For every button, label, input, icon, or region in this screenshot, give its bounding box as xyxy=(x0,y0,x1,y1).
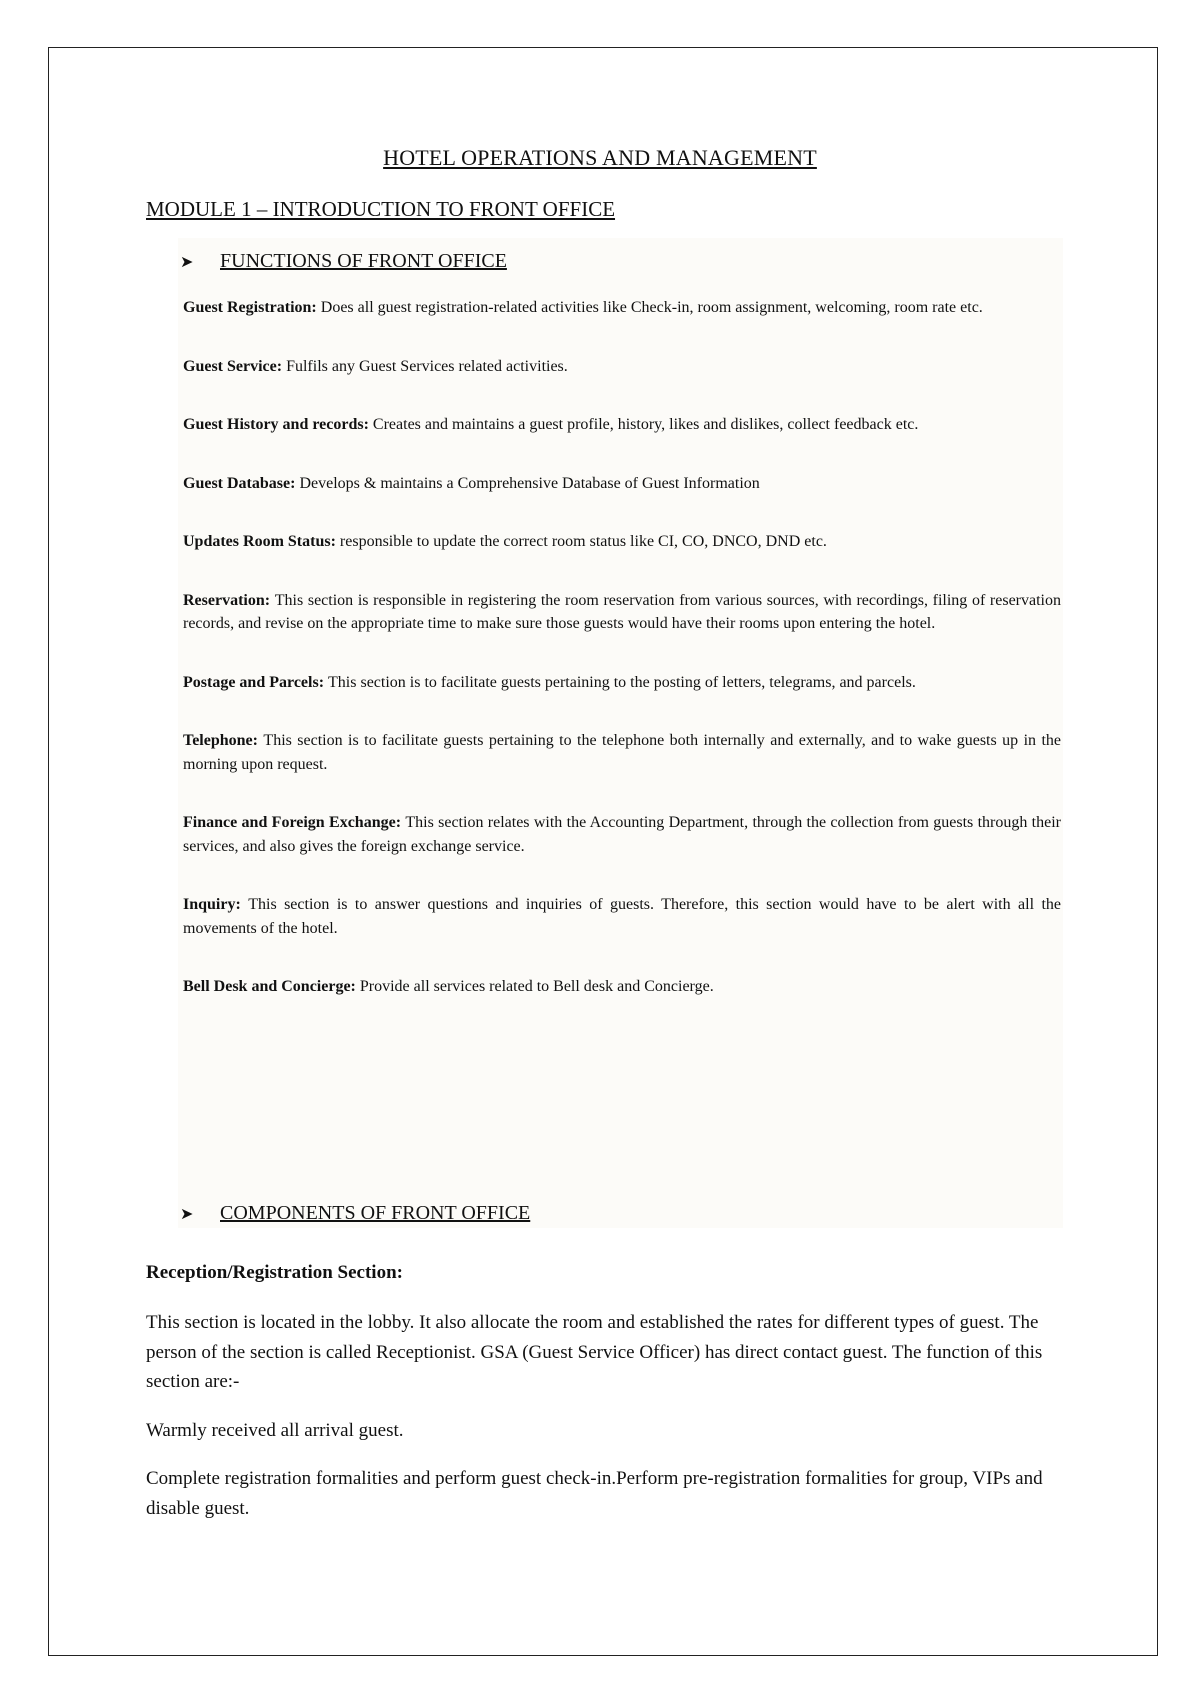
function-description: This section is to answer questions and inquiries of guests. Therefore, this section would have to be alert with all the movements of the hotel. xyxy=(183,896,1061,937)
function-item xyxy=(183,811,1061,858)
function-item xyxy=(183,893,1061,940)
functions-heading xyxy=(180,250,507,273)
functions-heading-text: FUNCTIONS OF FRONT OFFICE xyxy=(220,250,507,272)
function-term: Telephone: xyxy=(183,732,258,749)
function-term: Guest Registration: xyxy=(183,299,317,316)
function-term: Reservation: xyxy=(183,591,271,609)
function-description: This section is to facilitate guests pertaining to the posting of letters, telegrams, and parcels. xyxy=(328,673,916,691)
function-item xyxy=(183,729,1061,776)
function-description: responsible to update the correct room status like CI, CO, DNCO, DND etc. xyxy=(339,533,827,550)
function-term: Guest Service: xyxy=(183,357,283,375)
function-item xyxy=(183,296,1061,320)
function-item xyxy=(183,530,1061,554)
function-item xyxy=(183,413,1061,437)
function-item xyxy=(183,975,1061,999)
reception-section-body xyxy=(146,1308,1066,1542)
function-description: This section is responsible in registering the room reservation from various sources, with recordings, filing of reservation records, and revise on the appropriate time to make sure those guests would have their rooms upon entering the hotel. xyxy=(183,591,1062,632)
document-title: HOTEL OPERATIONS AND MANAGEMENT xyxy=(383,145,817,170)
function-term: Guest History and records: xyxy=(183,416,369,433)
functions-list xyxy=(183,296,1061,1034)
function-term: Bell Desk and Concierge: xyxy=(183,978,356,995)
function-description: Provide all services related to Bell desk and Concierge. xyxy=(359,978,714,995)
function-description: Fulfils any Guest Services related activities. xyxy=(286,357,568,375)
function-item xyxy=(183,589,1061,636)
arrow-bullet-icon: ➤ xyxy=(180,253,194,271)
function-description: Does all guest registration-related activities like Check-in, room assignment, welcoming, room rate etc. xyxy=(320,299,983,316)
components-heading-text: COMPONENTS OF FRONT OFFICE xyxy=(220,1202,531,1224)
function-term: Postage and Parcels: xyxy=(183,673,325,691)
function-term: Guest Database: xyxy=(183,474,296,492)
function-term: Inquiry: xyxy=(183,896,241,913)
function-description: Creates and maintains a guest profile, history, likes and dislikes, collect feedback etc. xyxy=(372,416,919,433)
function-item xyxy=(183,671,1061,695)
reception-paragraph: Warmly received all arrival guest. xyxy=(146,1419,404,1441)
arrow-bullet-icon: ➤ xyxy=(180,1205,194,1223)
module-heading: MODULE 1 – INTRODUCTION TO FRONT OFFICE xyxy=(146,197,616,221)
function-term: Updates Room Status: xyxy=(183,533,336,550)
components-heading xyxy=(180,1202,530,1225)
reception-section-title: Reception/Registration Section: xyxy=(146,1262,403,1283)
function-description: This section relates with the Accounting Department, through the collection from guests through their services, and also gives the foreign exchange service. xyxy=(183,814,1061,855)
function-item xyxy=(183,355,1061,379)
function-description: This section is to facilitate guests pertaining to the telephone both internally and externally, and to wake guests up in the morning upon request. xyxy=(183,732,1062,773)
function-term: Finance and Foreign Exchange: xyxy=(183,814,402,831)
function-item xyxy=(183,472,1061,496)
function-description: Develops & maintains a Comprehensive Database of Guest Information xyxy=(299,474,760,492)
reception-paragraph: Complete registration formalities and perform guest check-in.Perform pre-registration formalities for group, VIPs and disable guest. xyxy=(146,1468,1043,1519)
reception-paragraph: This section is located in the lobby. It also allocate the room and established the rates for different types of guest. The person of the section is called Receptionist. GSA (Guest Service Officer) has direct contact guest. The function of this section are:- xyxy=(146,1312,1043,1392)
